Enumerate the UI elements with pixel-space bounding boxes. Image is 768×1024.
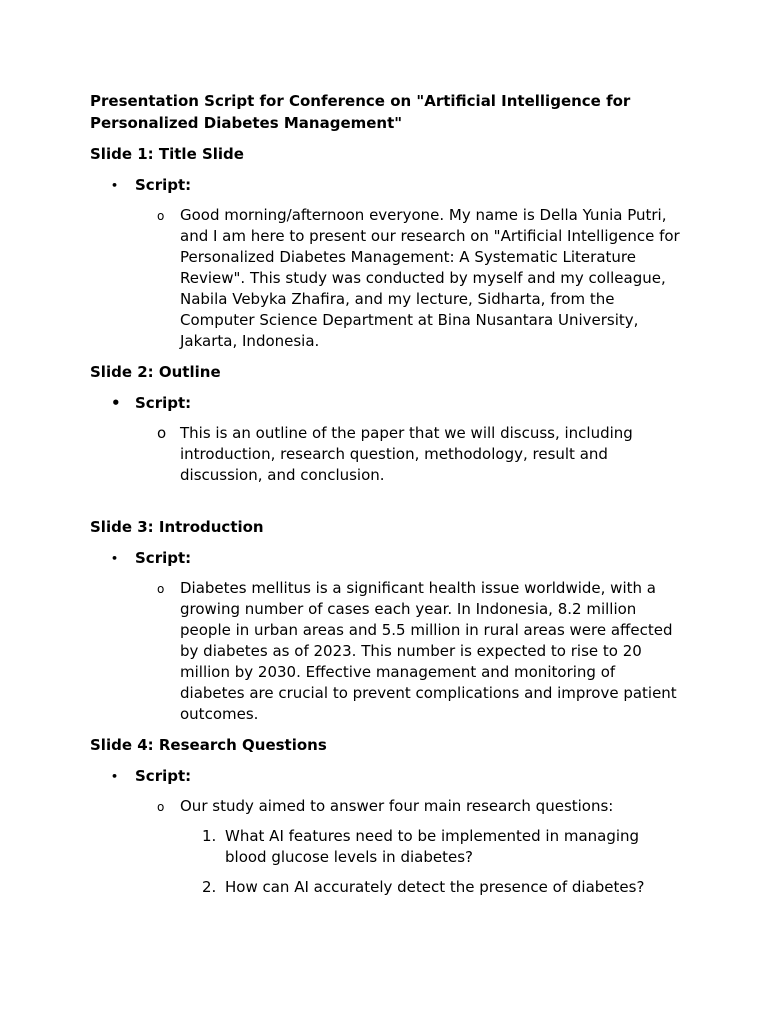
document-title: Presentation Script for Conference on "Artificial Intelligence for Personalized Diabetes Management" bbox=[90, 92, 631, 132]
sub-bullet-icon: o bbox=[157, 800, 165, 814]
slide-3-script-paragraph bbox=[90, 578, 680, 725]
spacer bbox=[90, 495, 690, 516]
slide-3-heading: Slide 3: Introduction bbox=[90, 518, 264, 536]
research-question-item bbox=[90, 826, 655, 868]
slide-3-script-bullet bbox=[90, 547, 690, 569]
slide-1-script-bullet bbox=[90, 174, 690, 196]
slide-2-heading: Slide 2: Outline bbox=[90, 363, 221, 381]
slide-1-script-paragraph bbox=[90, 205, 680, 352]
research-question-item bbox=[90, 877, 655, 898]
research-question-text: What AI features need to be implemented in managing blood glucose levels in diabetes? bbox=[225, 827, 640, 866]
sub-bullet-icon: o bbox=[157, 582, 165, 596]
paragraph-text: This is an outline of the paper that we will discuss, including introduction, research question, methodology, result and discussion, and conclusion. bbox=[180, 424, 633, 484]
document-page bbox=[90, 90, 690, 907]
slide-2-script-paragraph bbox=[90, 423, 680, 486]
script-label: Script: bbox=[135, 394, 192, 412]
bullet-icon: • bbox=[111, 770, 119, 783]
research-question-text: How can AI accurately detect the presence of diabetes? bbox=[225, 878, 645, 896]
paragraph-text: Good morning/afternoon everyone. My name is Della Yunia Putri, and I am here to present our research on "Artificial Intelligence for Personalized Diabetes Management: A Systematic Literature Review". This study was conducted by myself and my colleague, Nabila Vebyka Zhafira, and my lecture, Sidharta, from the Computer Science Department at Bina Nusantara University, Jakarta, Indonesia. bbox=[180, 206, 680, 350]
slide-4-heading: Slide 4: Research Questions bbox=[90, 736, 327, 754]
script-label: Script: bbox=[135, 549, 192, 567]
script-label: Script: bbox=[135, 767, 192, 785]
slide-2-script-bullet bbox=[90, 392, 690, 414]
paragraph-text: Diabetes mellitus is a significant health issue worldwide, with a growing number of cases each year. In Indonesia, 8.2 million people in urban areas and 5.5 million in rural areas were affected by diabetes as of 2023. This number is expected to rise to 20 million by 2030. Effective management and monitoring of diabetes are crucial to prevent complications and improve patient outcomes. bbox=[180, 579, 677, 723]
bullet-icon: • bbox=[111, 179, 119, 192]
slide-4-script-bullet bbox=[90, 765, 690, 787]
slide-4-script-paragraph bbox=[90, 796, 680, 817]
sub-bullet-icon: o bbox=[157, 209, 165, 223]
slide-1-heading: Slide 1: Title Slide bbox=[90, 145, 244, 163]
sub-bullet-icon: o bbox=[157, 424, 167, 442]
list-number: 2. bbox=[202, 878, 217, 896]
bullet-icon: • bbox=[111, 394, 121, 412]
bullet-icon: • bbox=[111, 552, 119, 565]
list-number: 1. bbox=[202, 827, 217, 845]
paragraph-text: Our study aimed to answer four main research questions: bbox=[180, 797, 614, 815]
script-label: Script: bbox=[135, 176, 192, 194]
